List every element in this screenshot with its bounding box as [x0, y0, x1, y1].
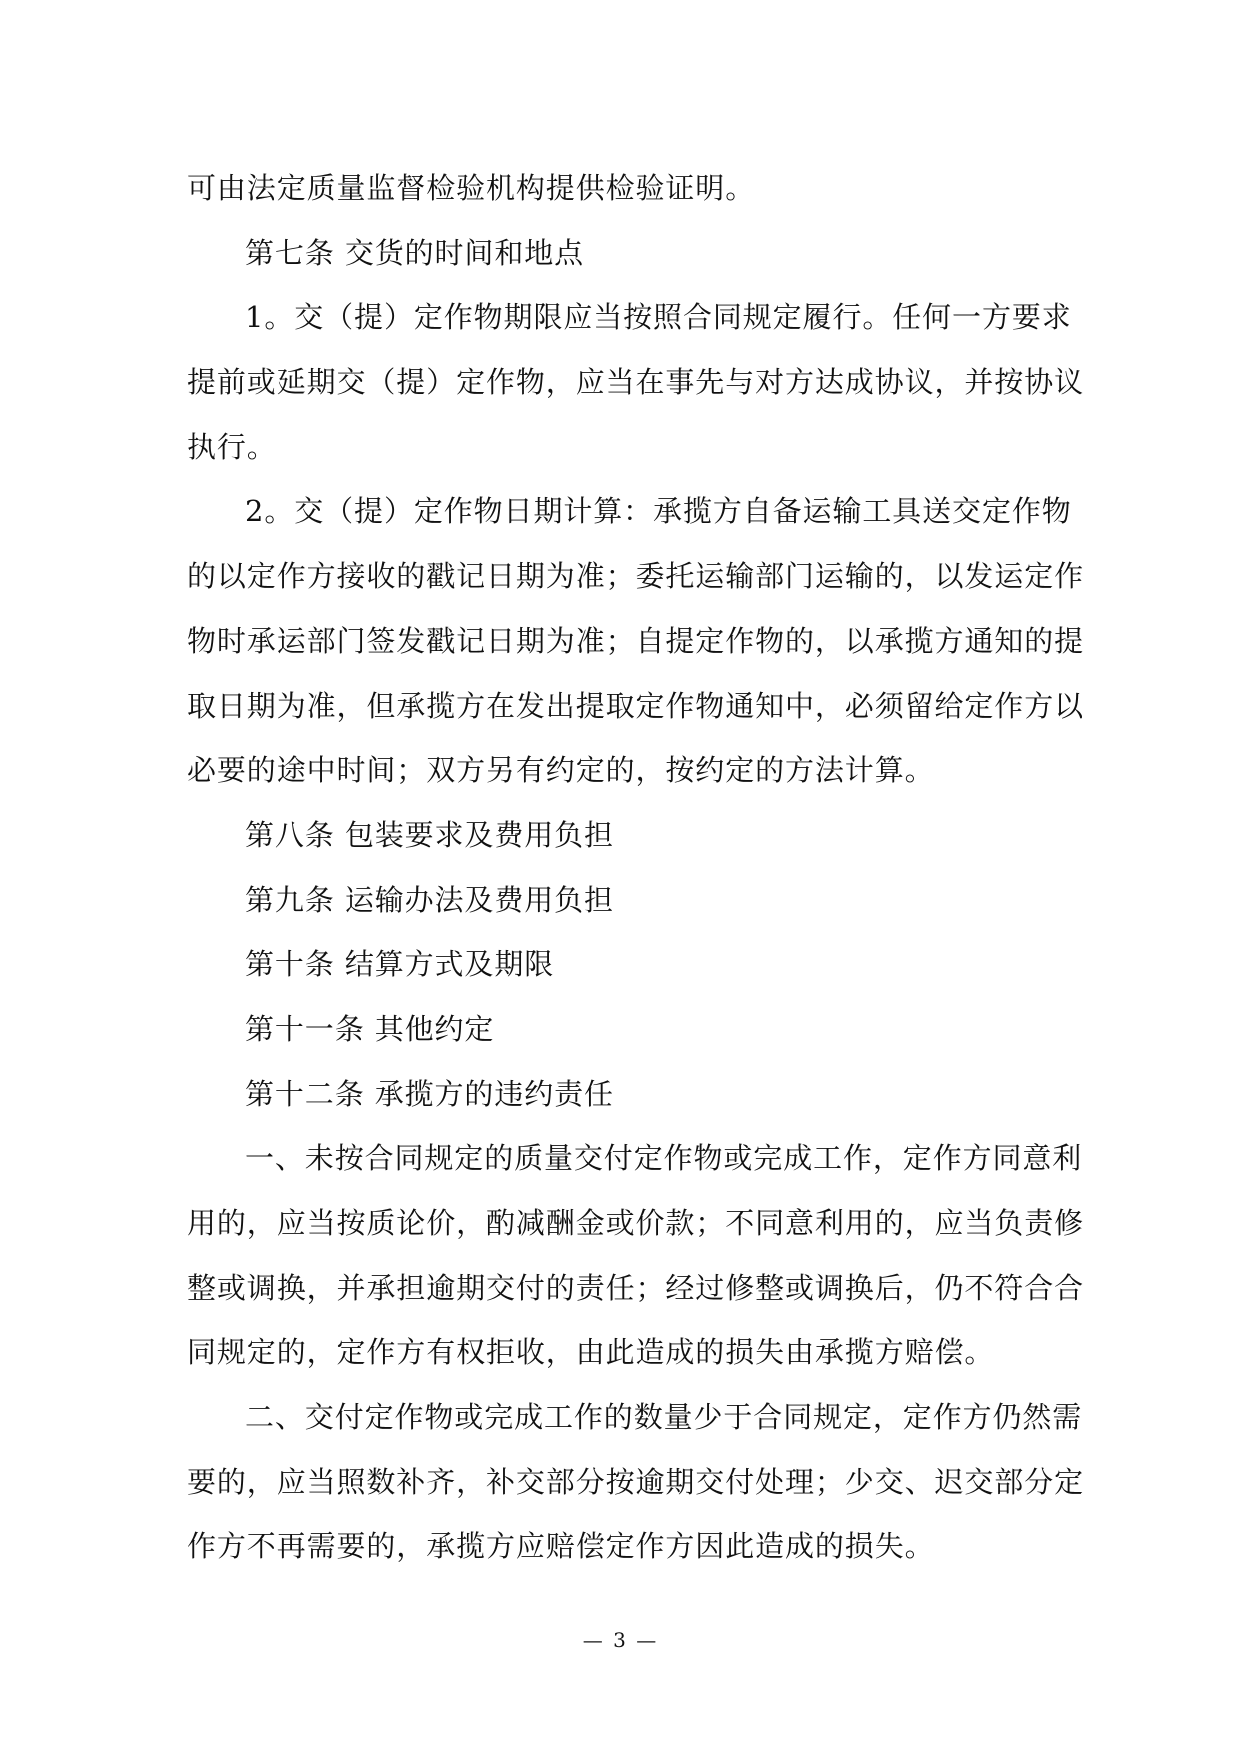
body-line: 二、交付定作物或完成工作的数量少于合同规定，定作方仍然需	[245, 1400, 1083, 1435]
article-heading-12: 第十二条 承揽方的违约责任	[245, 1076, 614, 1111]
article-heading-9: 第九条 运输办法及费用负担	[245, 882, 614, 917]
article-heading-11: 第十一条 其他约定	[245, 1011, 495, 1046]
body-line: 的以定作方接收的戳记日期为准；委托运输部门运输的，以发运定作	[187, 559, 1085, 594]
body-line: 1。交（提）定作物期限应当按照合同规定履行。任何一方要求	[245, 300, 1072, 335]
body-line: 必要的途中时间；双方另有约定的，按约定的方法计算。	[187, 753, 935, 788]
article-heading-7: 第七条 交货的时间和地点	[245, 235, 585, 270]
body-line: 物时承运部门签发戳记日期为准；自提定作物的，以承揽方通知的提	[187, 623, 1085, 658]
page-number: — 3 —	[582, 1628, 659, 1652]
body-line: 同规定的，定作方有权拒收，由此造成的损失由承揽方赔偿。	[187, 1335, 995, 1370]
body-line: 2。交（提）定作物日期计算：承揽方自备运输工具送交定作物	[245, 494, 1072, 529]
body-line: 用的，应当按质论价，酌减酬金或价款；不同意利用的，应当负责修	[187, 1206, 1085, 1240]
document-body	[187, 156, 1085, 1579]
article-heading-8: 第八条 包装要求及费用负担	[245, 817, 614, 852]
body-line: 执行。	[187, 429, 277, 464]
body-line: 取日期为准，但承揽方在发出提取定作物通知中，必须留给定作方以	[187, 688, 1085, 723]
body-line: 一、未按合同规定的质量交付定作物或完成工作，定作方同意利	[245, 1141, 1083, 1176]
body-line: 要的，应当照数补齐，补交部分按逾期交付处理；少交、迟交部分定	[187, 1464, 1085, 1499]
article-heading-10: 第十条 结算方式及期限	[245, 947, 555, 982]
body-line: 整或调换，并承担逾期交付的责任；经过修整或调换后，仍不符合合	[187, 1270, 1085, 1305]
body-line: 作方不再需要的，承揽方应赔偿定作方因此造成的损失。	[187, 1529, 935, 1564]
body-line: 可由法定质量监督检验机构提供检验证明。	[187, 171, 756, 205]
body-line: 提前或延期交（提）定作物，应当在事先与对方达成协议，并按协议	[187, 365, 1085, 400]
